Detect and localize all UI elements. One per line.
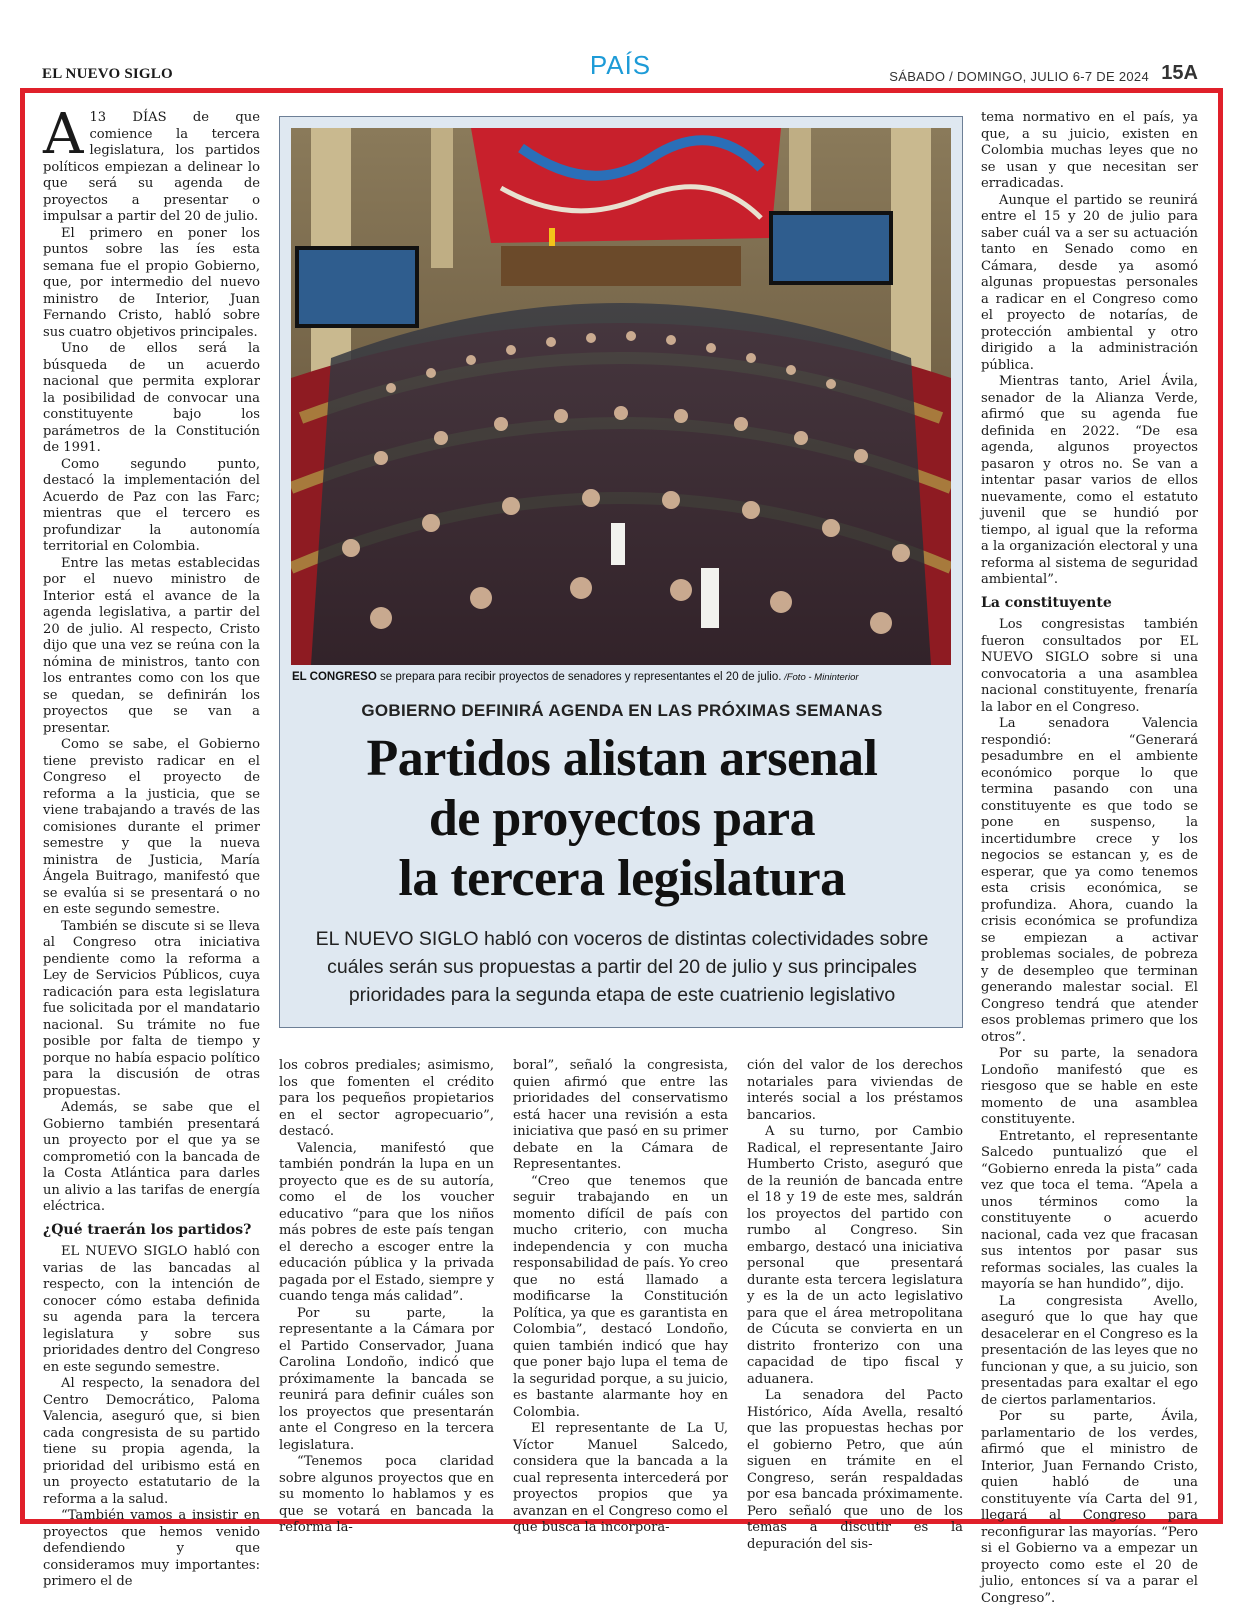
paragraph: La senadora del Pacto Histórico, Aída Avella, resaltó que las propuestas hechas por el gobierno Petro, que aún siguen en trámite en el Congreso, serán respaldadas por esa bancada próximamente. Pero señaló que uno de los temas a discutir es la depuración del sis- (747, 1388, 963, 1552)
paragraph: A su turno, por Cambio Radical, el representante Jairo Humberto Cristo, aseguró que de la reunión de bancada entre el 18 y 19 de este mes, saldrán los proyectos del partido con rumbo al Congreso. Sin embargo, destacó una iniciativa personal que presentará durante esta tercera legislatura y es la de un acto legislativo para que el área metropolitana de Cúcuta se convierta en un distrito fronterizo con una capacidad de tipo fiscal y aduanera. (747, 1124, 963, 1387)
congress-photo (291, 128, 951, 665)
paragraph: El representante de La U, Víctor Manuel Salcedo, considera que la bancada a la cual representa intercederá por proyectos propios que ya avanzan en el Congreso como el que busca la incorpora- (513, 1421, 728, 1535)
photo-caption (292, 671, 952, 683)
paragraph: “También vamos a insistir en proyectos que hemos venido defendiendo y que consideramos muy importantes: primero el de (43, 1508, 260, 1589)
headline (280, 729, 964, 909)
paragraph: También se discute si se lleva al Congreso otra iniciativa pendiente como la reforma a Ley de Servicios Públicos, cuya radicación para esta legislatura fue solicitada por el mandatario nacional. Su trámite no fue posible por falta de tiempo y porque no había espacio político para la discusión de otras propuestas. (43, 918, 260, 1099)
paper-name: EL NUEVO SIGLO (42, 66, 173, 82)
paragraph: “Tenemos poca claridad sobre algunos proyectos que en su momento lo hablamos y es que se votará en bancada la reforma la- (279, 1454, 494, 1535)
paragraph: ción del valor de los derechos notariales para viviendas de interés social a los préstamos bancarios. (747, 1058, 963, 1123)
paragraph: los cobros prediales; asimismo, los que fomenten el crédito para los pequeños propietarios en el sector agropecuario”, destacó. (279, 1058, 494, 1139)
paragraph (43, 102, 260, 226)
paragraph: La congresista Avello, aseguró que lo que hay que desacelerar en el Congreso es la presentación de las leyes que no funcionan y que, a su juicio, son presentadas para exaltar el ego de ciertos parlamentarios. (981, 1293, 1198, 1408)
feature-box (279, 116, 963, 1028)
paragraph: “Creo que tenemos que seguir trabajando en un momento difícil de país con mucho criterio, con mucha independencia y con mucha responsabilidad de país. Yo creo que no está llamado a modificarse la Constitución Política, ya que es garantista en Colombia”, destacó Londoño, quien también indicó que hay que poner bajo lupa el tema de la seguridad porque, a su juicio, es bastante alarmante hoy en Colombia. (513, 1173, 728, 1420)
paragraph: Entre las metas establecidas por el nuevo ministro de Interior está el avance de la agenda legislativa, a partir del 20 de julio. Al respecto, Cristo dijo que una vez se reúna con la nómina de ministros, tanto con los entrantes como con los que se quedan, se definirán los proyectos que se van a presentar. (43, 555, 260, 736)
headline-line-2: de proyectos para (428, 790, 816, 847)
paragraph: La senadora Valencia respondió: “Generará pesadumbre en el ambiente económico porque lo que termina pasando con una constituyente es que todo se pone en suspenso, la incertidumbre crece y los negocios se estancan y, es de esperar, que ya como tenemos esta crisis económica, se profundiza. Ahora, cuando la crisis económica se profundiza se empiezan a activar problemas sociales, de pobreza y de desempleo que terminan generando malestar social. El Congreso tendrá que atender esos problemas primero que los otros”. (981, 716, 1198, 1045)
headline-line-1: Partidos alistan arsenal (366, 730, 878, 787)
section-title: PAÍS (589, 50, 652, 80)
paragraph: El primero en poner los puntos sobre las íes esta semana fue el propio Gobierno, que, por intermedio del nuevo ministro de Interior, Juan Fernando Cristo, habló sobre sus cuatro objetivos principales. (43, 225, 260, 340)
drop-cap: A (43, 102, 84, 167)
caption-text: se prepara para recibir proyectos de senadores y representantes el 20 de julio. (376, 671, 782, 683)
page-number: 15A (1161, 62, 1198, 84)
paragraph: Como segundo punto, destacó la implementación del Acuerdo de Paz con las Farc; mientras que el tercero es profundizar la autonomía territorial en Colombia. (43, 456, 260, 554)
paragraph: Por su parte, la representante a la Cámara por el Partido Conservador, Juana Carolina Londoño, indicó que próximamente la bancada se reunirá para definir cuáles son los proyectos que presentarán ante el Congreso en la tercera legislatura. (279, 1305, 494, 1453)
caption-lead: EL CONGRESO (292, 671, 377, 683)
column-1 (43, 102, 260, 1591)
paragraph: Por su parte, Ávila, parlamentario de los verdes, afirmó que el ministro de Interior, Juan Fernando Cristo, quien habló de una constituyente vía Carta del 91, llegará al Congreso para reconfigurar las mayorías. “Pero si el Gobierno va a empezar un proyecto como este el 20 de julio, entonces sí va a parar el Congreso”. (981, 1409, 1198, 1606)
paragraph: Al respecto, la senadora del Centro Democrático, Paloma Valencia, aseguró que, si bien cada congresista de su partido tiene su propia agenda, la prioridad del uribismo está en un proyecto estatutario de la reforma a la salud. (43, 1376, 260, 1507)
paragraph: Aunque el partido se reunirá entre el 15 y 20 de julio para saber cuál va a ser su actuación tanto en Senado como en Cámara, desde ya asomó algunas propuestas personales a radicar en el Congreso como el proyecto de notarías, de protección ambiental y otro dirigido a la administración pública. (981, 192, 1198, 373)
paragraph: boral”, señaló la congresista, quien afirmó que entre las prioridades del conservatismo está hacer una revisión a esta iniciativa que pasó en su primer debate en la Cámara de Representantes. (513, 1058, 728, 1172)
paragraph: Además, se sabe que el Gobierno también presentará un proyecto por el que ya se comprometió con la bancada de la Costa Atlántica para darles un alivio a las tarifas de energía eléctrica. (43, 1100, 260, 1214)
kicker: GOBIERNO DEFINIRÁ AGENDA EN LAS PRÓXIMAS SEMANAS (361, 701, 883, 720)
masthead (0, 0, 1241, 88)
paragraph: Uno de ellos será la búsqueda de un acuerdo nacional que permita explorar la posibilidad de convocar una constituyente bajo los parámetros de la Constitución de 1991. (43, 341, 260, 455)
paragraph: Mientras tanto, Ariel Ávila, senador de la Alianza Verde, afirmó que su agenda fue definida en 2022. “De esa agenda, algunos proyectos pasaron y otros no. Se van a intentar pasar varios de ellos nuevamente, como el estatuto juvenil que se hundió por tiempo, al igual que la reforma a la organización electoral y una reforma al sistema de seguridad ambiental”. (981, 374, 1198, 587)
headline-line-3: la tercera legislatura (398, 850, 846, 907)
paragraph: Como se sabe, el Gobierno tiene previsto radicar en el Congreso el proyecto de reforma a la justicia, que se viene trabajando a través de las comisiones durante el primer semestre y que la nueva ministra de Justicia, María Ángela Buitrago, manifestó que se evalúa si se presentará o no en este segundo semestre. (43, 737, 260, 917)
paragraph: tema normativo en el país, ya que, a su juicio, existen en Colombia muchas leyes que no se usan y que necesitan ser erradicadas. (981, 110, 1198, 191)
paragraph-text: 13 DÍAS de que comience la tercera legislatura, los partidos políticos empiezan a delinear lo que será su agenda de proyectos a presentar o impulsar a partir del 20 de julio. (43, 110, 260, 224)
column-3 (513, 1058, 728, 1537)
subheading: ¿Qué traerán los partidos? (43, 1221, 252, 1238)
paragraph: Valencia, manifestó que también pondrán la lupa en un proyecto que es de su autoría, como el de los voucher educativo “para que los niños más pobres de este país tengan el derecho a escoger entre la educación pública y la privada pagada por el Estado, siempre y cuando tenga más calidad”. (279, 1140, 494, 1304)
caption-credit: /Foto - Mininterior (781, 672, 859, 683)
paragraph: Entretanto, el representante Salcedo puntualizó que el “Gobierno enreda la pista” cada vez que toca el tema. “Apela a unos términos como la constituyente o acuerdo nacional, cada vez que fracasan sus intentos por pasar sus reformas sociales, las cuales la mayoría se han hundido”, dijo. (981, 1128, 1198, 1292)
dateline: SÁBADO / DOMINGO, JULIO 6-7 DE 2024 (889, 69, 1149, 84)
paragraph: Los congresistas también fueron consultados por EL NUEVO SIGLO sobre si una convocatoria a una asamblea nacional constituyente, frenaría la labor en el Congreso. (981, 617, 1198, 715)
column-5 (981, 110, 1198, 1607)
subheadline: EL NUEVO SIGLO habló con voceros de distintas colectividades sobre cuáles serán sus propuestas a partir del 20 de julio y sus principales prioridades para la segunda etapa de este cuatrienio legislativo (315, 928, 929, 1006)
paragraph: EL NUEVO SIGLO habló con varias de las bancadas al respecto, con la intención de conocer cómo estaba definida su agenda para la tercera legislatura y sobre sus prioridades dentro del Congreso en este segundo semestre. (43, 1244, 260, 1375)
column-2 (279, 1058, 494, 1537)
column-4 (747, 1058, 963, 1553)
subheading: La constituyente (981, 594, 1112, 611)
congress-chamber-illustration (291, 128, 951, 665)
paragraph: Por su parte, la senadora Londoño manifestó que es riesgoso que se hable en este momento de una asamblea constituyente. (981, 1046, 1198, 1127)
